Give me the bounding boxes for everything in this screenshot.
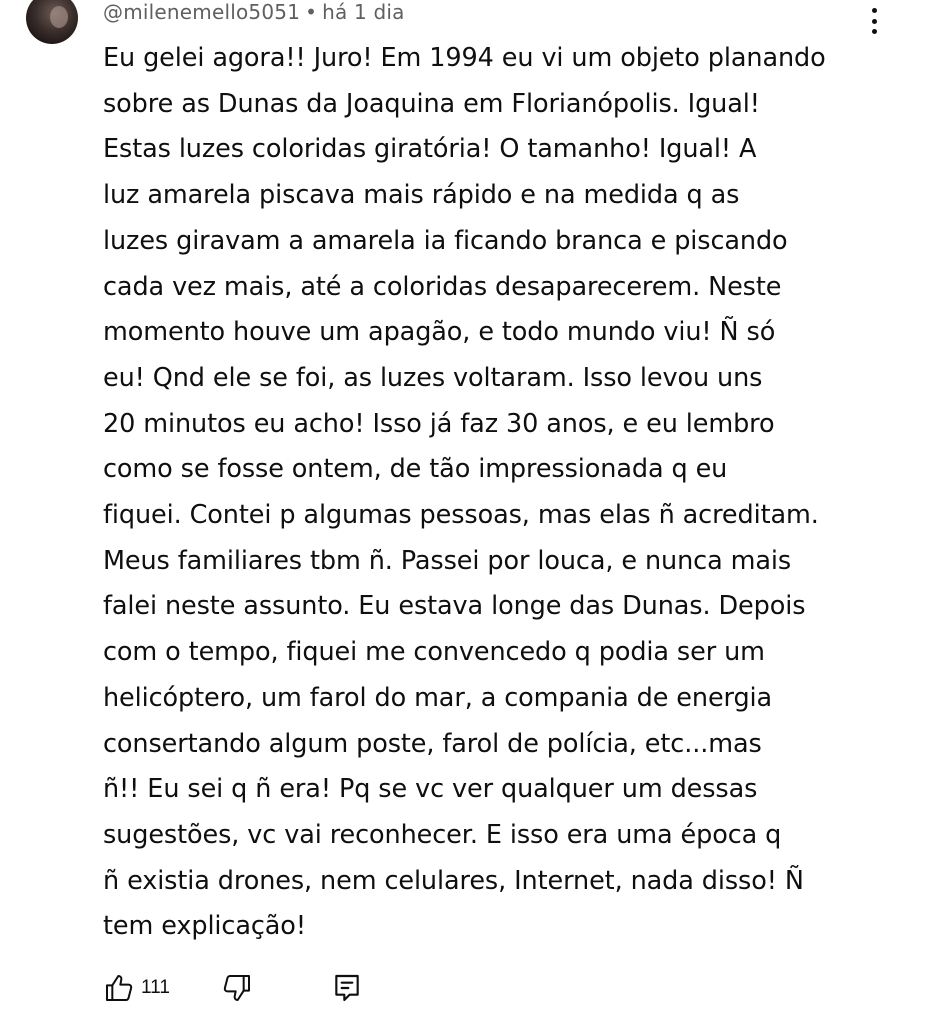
reply-comment-icon — [331, 972, 363, 1004]
meta-separator: • — [305, 0, 318, 24]
author-handle[interactable]: @milenemello5051 — [103, 0, 301, 24]
thumbs-up-icon — [103, 972, 135, 1004]
avatar[interactable] — [26, 0, 78, 44]
comment-text: Eu gelei agora!! Juro! Em 1994 eu vi um objeto planando sobre as Dunas da Joaquina em Florianópolis. Igual! Estas luzes coloridas giratória! O tamanho! Igual! A luz amarela piscava mais rápido e na medida q as luzes giravam a amarela ia ficando branca e piscando cada vez mais, até a coloridas desaparecerem. Neste momento houve um apagão, e todo mundo viu! Ñ só eu! Qnd ele se foi, as luzes voltaram. Isso levou uns 20 minutos eu acho! Isso já faz 30 anos, e eu lembro como se fosse ontem, de tão impressionada q eu fiquei. Contei p algumas pessoas, mas elas ñ acreditam. Meus familiares tbm ñ. Passei por louca, e nunca mais falei neste assunto. Eu estava longe das Dunas. Depois com o tempo, fiquei me convencedo q podia ser um helicóptero, um farol do mar, a compania de energia consertando algum poste, farol de polícia, etc...mas ñ!! Eu sei q ñ era! Pq se vc ver qualquer um dessas sugestões, vc vai reconhecer. E isso era uma época q ñ existia drones, nem celulares, Internet, nada disso! Ñ tem explicação! — [103, 43, 826, 942]
like-count: 111 — [141, 977, 170, 998]
reply-button[interactable] — [331, 972, 363, 1004]
comment-meta — [103, 0, 405, 24]
more-vertical-icon[interactable] — [862, 6, 886, 36]
comment-actions — [103, 968, 363, 1008]
thumbs-down-icon — [221, 972, 253, 1004]
comment-time[interactable]: há 1 dia — [322, 0, 405, 24]
dislike-button[interactable] — [221, 972, 331, 1004]
like-button[interactable] — [103, 972, 203, 1004]
